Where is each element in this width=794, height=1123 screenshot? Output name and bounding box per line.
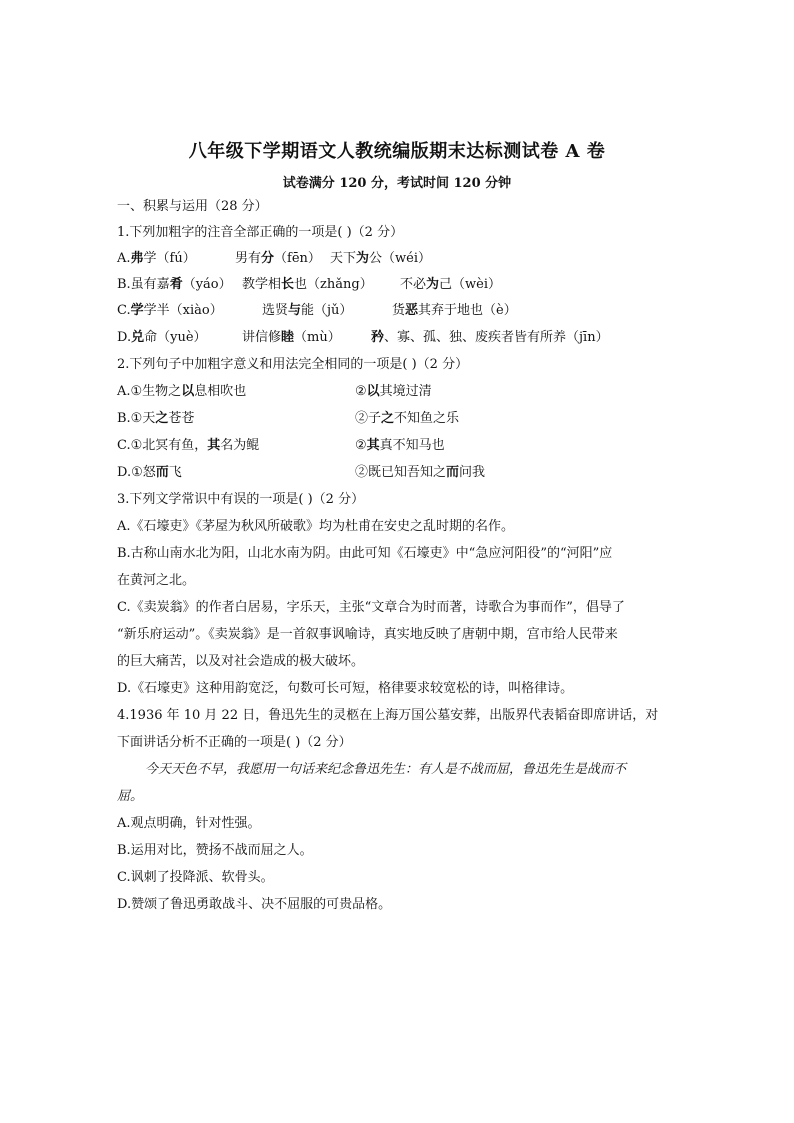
q2-stem: 2.下列句子中加粗字意义和用法完全相同的一项是( )（2 分） xyxy=(117,357,469,372)
q4-option-a: A.观点明确，针对性强。 xyxy=(117,816,261,831)
bold-char: 以 xyxy=(181,384,195,399)
bold-char: 长 xyxy=(281,277,295,292)
q2-option-b: B.①天之苍苍 ②子之不知鱼之乐 xyxy=(117,411,460,426)
bold-char: 为 xyxy=(356,251,370,266)
q4-option-b: B.运用对比，赞扬不战而屈之人。 xyxy=(117,843,313,858)
q3-option-b-line2: 在黄河之北。 xyxy=(117,573,196,588)
q2-option-c: C.①北冥有鱼，其名为鲲 ②其真不知马也 xyxy=(117,438,445,453)
q3-option-b-line1: B.古称山南水北为阳，山北水南为阴。由此可知《石壕吏》中“急应河阳役”的“河阳”应 xyxy=(117,546,613,561)
bold-char: 而 xyxy=(446,465,460,480)
q4-stem-line2: 下面讲话分析不正确的一项是( )（2 分） xyxy=(117,735,352,750)
bold-char: 之 xyxy=(381,411,395,426)
exam-subtitle: 试卷满分 120 分，考试时间 120 分钟 xyxy=(282,176,512,191)
q4-option-d: D.赞颂了鲁迅勇敢战斗、决不屈服的可贵品格。 xyxy=(117,897,392,912)
q4-option-c: C.讽刺了投降派、软骨头。 xyxy=(117,870,274,885)
bold-char: 之 xyxy=(155,411,169,426)
exam-title: 八年级下学期语文人教统编版期末达标测试卷 A 卷 xyxy=(188,141,606,162)
q4-quote-line2: 屈。 xyxy=(117,789,144,804)
q1-stem: 1.下列加粗字的注音全部正确的一项是( )（2 分） xyxy=(117,225,404,240)
bold-char: 肴 xyxy=(169,277,183,292)
bold-char: 其 xyxy=(207,438,221,453)
q3-option-c-line3: 的巨大痛苦，以及对社会造成的极大破坏。 xyxy=(117,654,365,669)
bold-char: 其 xyxy=(366,438,380,453)
bold-char: 以 xyxy=(366,384,380,399)
q1-option-d: D.兑命（yuè） 讲信修睦（mù） 矜、寡、孤、独、废疾者皆有所养（jīn） xyxy=(117,330,609,345)
q4-stem-line1: 4.1936 年 10 月 22 日，鲁迅先生的灵柩在上海万国公墓安葬，出版界代表韬奋即席讲话，对 xyxy=(117,708,659,723)
bold-char: 恶 xyxy=(405,303,419,318)
bold-char: 睦 xyxy=(281,330,295,345)
bold-char: 为 xyxy=(426,277,440,292)
q3-option-c-line2: “新乐府运动”。《卖炭翁》是一首叙事讽喻诗，真实地反映了唐朝中期，宫市给人民带来 xyxy=(117,627,618,642)
q3-stem: 3.下列文学常识中有误的一项是( )（2 分） xyxy=(117,492,365,507)
bold-char: 兑 xyxy=(131,330,145,345)
section-heading: 一、积累与运用（28 分） xyxy=(117,199,268,214)
bold-char: 学 xyxy=(130,303,144,318)
q2-option-a: A.①生物之以息相吹也 ②以其境过清 xyxy=(117,384,432,399)
q2-option-d: D.①怒而飞 ②既已知吾知之而问我 xyxy=(117,465,486,480)
q4-quote-line1: 今天天色不早，我愿用一句话来纪念鲁迅先生：有人是不战而屈，鲁迅先生是战而不 xyxy=(145,762,627,777)
q1-option-b: B.虽有嘉肴（yáo） 教学相长也（zhǎng） 不必为己（wèi） xyxy=(117,277,502,292)
q1-option-c: C.学学半（xiào） 选贤与能（jǔ） 货恶其弃于地也（è） xyxy=(117,303,517,318)
q1-option-a: A.弗学（fú） 男有分（fēn） 天下为公（wéi） xyxy=(117,251,432,266)
bold-char: 矜 xyxy=(371,330,385,345)
q3-option-d: D.《石壕吏》这种用韵宽泛，句数可长可短，格律要求较宽松的诗，叫格律诗。 xyxy=(117,681,574,696)
q3-option-c-line1: C.《卖炭翁》的作者白居易，字乐天，主张“文章合为时而著，诗歌合为事而作”，倡导了 xyxy=(117,600,625,615)
bold-char: 而 xyxy=(155,465,169,480)
bold-char: 与 xyxy=(288,303,302,318)
bold-char: 分 xyxy=(261,251,275,266)
q3-option-a: A.《石壕吏》《茅屋为秋风所破歌》均为杜甫在安史之乱时期的名作。 xyxy=(117,519,515,534)
bold-char: 弗 xyxy=(130,251,144,266)
